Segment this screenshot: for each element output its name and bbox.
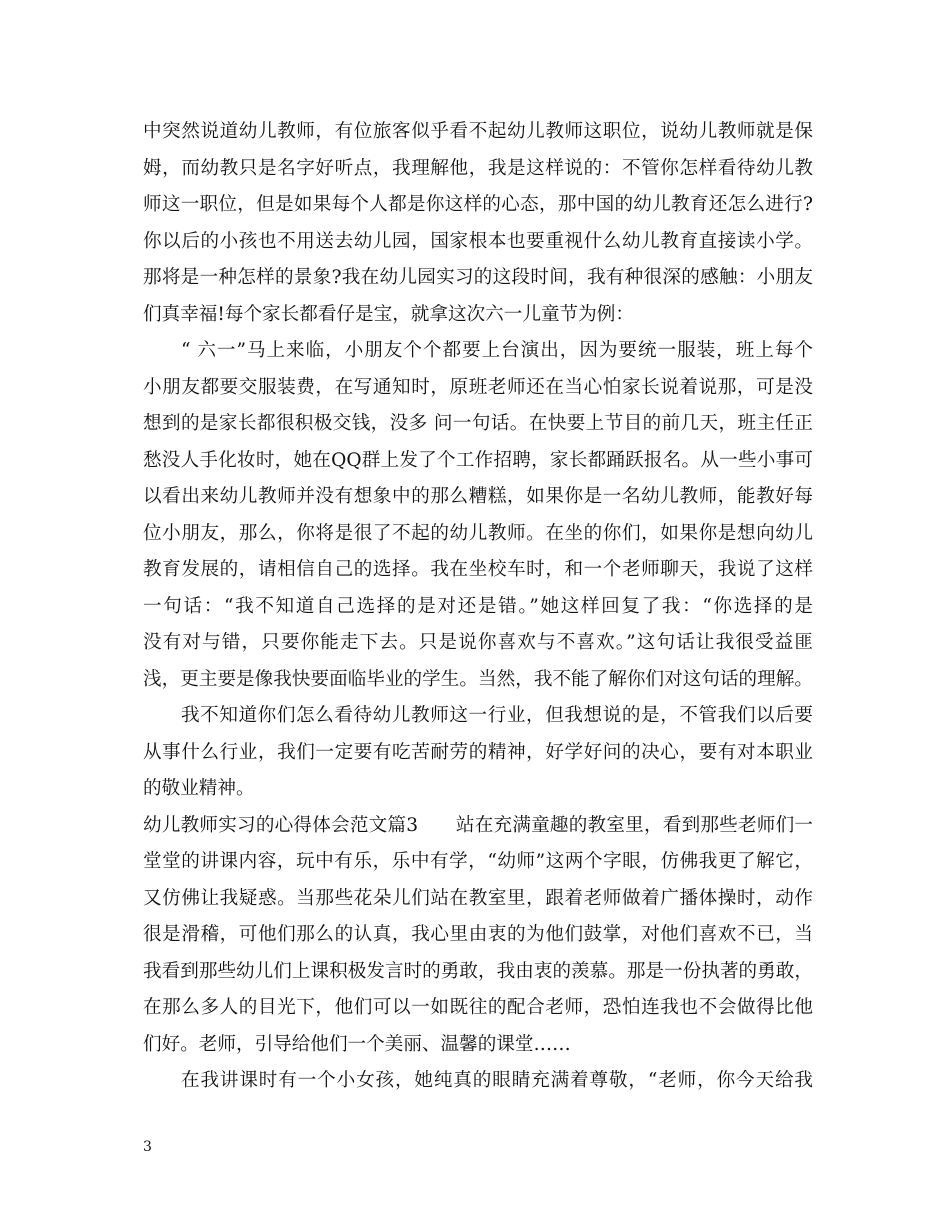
text-line: 浅，更主要是像我快要面临毕业的学生。当然，我不能了解你们对这句话的理解。 <box>143 668 813 690</box>
text-line: 幼儿教师实习的心得体会范文篇3 站在充满童趣的教室里，看到那些老师们一 <box>143 814 813 836</box>
text-line: 我不知道你们怎么看待幼儿教师这一行业，但我想说的是，不管我们以后要 <box>181 705 813 726</box>
text-line: 在那么多人的目光下，他们可以一如既往的配合老师，恐怕连我也不会做得比他 <box>143 997 813 1018</box>
text-line: 小朋友都要交服装费，在写通知时，原班老师还在当心怕家长说着说那，可是没 <box>143 376 813 398</box>
text-line: 没有对与错，只要你能走下去。只是说你喜欢与不喜欢。”这句话让我很受益匪 <box>143 632 813 653</box>
text-line: 在我讲课时有一个小女孩，她纯真的眼睛充满着尊敬，“老师，你今天给我 <box>181 1070 813 1091</box>
text-line: 又仿佛让我疑惑。当那些花朵儿们站在教室里，跟着老师做着广播体操时，动作 <box>143 887 813 909</box>
text-line: 一句话：“我不知道自己选择的是对还是错。”她这样回复了我：“你选择的是 <box>143 595 813 617</box>
page-number: 3 <box>143 1139 152 1155</box>
text-line: 们好。老师，引导给他们一个美丽、温馨的课堂…… <box>143 1033 571 1055</box>
text-line: 愁没人手化妆时，她在QQ群上发了个工作招聘，家长都踊跃报名。从一些小事可 <box>143 449 813 471</box>
text-line: 想到的是家长都很积极交钱，没多 问一句话。在快要上节目的前几天，班主任正 <box>143 413 813 434</box>
text-line: 的敬业精神。 <box>143 778 255 799</box>
text-line: 堂堂的讲课内容，玩中有乐，乐中有学，“幼师”这两个字眼，仿佛我更了解它， <box>143 851 813 872</box>
text-line: 们真幸福!每个家长都看仔是宝，就拿这次六一儿童节为例： <box>143 303 634 325</box>
text-line: 中突然说道幼儿教师，有位旅客似乎看不起幼儿教师这职位，说幼儿教师就是保 <box>143 121 813 142</box>
text-line: 姆，而幼教只是名字好听点，我理解他，我是这样说的：不管你怎样看待幼儿教 <box>143 157 813 179</box>
text-line: 那将是一种怎样的景象?我在幼儿园实习的这段时间，我有种很深的感触：小朋友 <box>143 267 813 288</box>
text-line: 师这一职位，但是如果每个人都是你这样的心态，那中国的幼儿教育还怎么进行? <box>143 194 813 215</box>
document-body <box>143 114 813 1100</box>
text-line: 教育发展的，请相信自己的选择。我在坐校车时，和一个老师聊天，我说了这样 <box>143 559 813 580</box>
text-line: 以看出来幼儿教师并没有想象中的那么糟糕，如果你是一名幼儿教师，能教好每 <box>143 486 813 507</box>
text-line: 很是滑稽，可他们那么的认真，我心里由衷的为他们鼓掌，对他们喜欢不已，当 <box>143 924 813 945</box>
text-line: 位小朋友，那么，你将是很了不起的幼儿教师。在坐的你们，如果你是想向幼儿 <box>143 522 813 544</box>
text-line: 我看到那些幼儿们上课积极发言时的勇敢，我由衷的羡慕。那是一份执著的勇敢， <box>143 960 813 982</box>
text-line: “ 六一”马上来临，小朋友个个都要上台演出，因为要统一服装，班上每个 <box>181 340 813 361</box>
text-line: 你以后的小孩也不用送去幼儿园，国家根本也要重视什么幼儿教育直接读小学。 <box>143 230 813 252</box>
text-line: 从事什么行业，我们一定要有吃苦耐劳的精神，好学好问的决心，要有对本职业 <box>143 741 813 763</box>
